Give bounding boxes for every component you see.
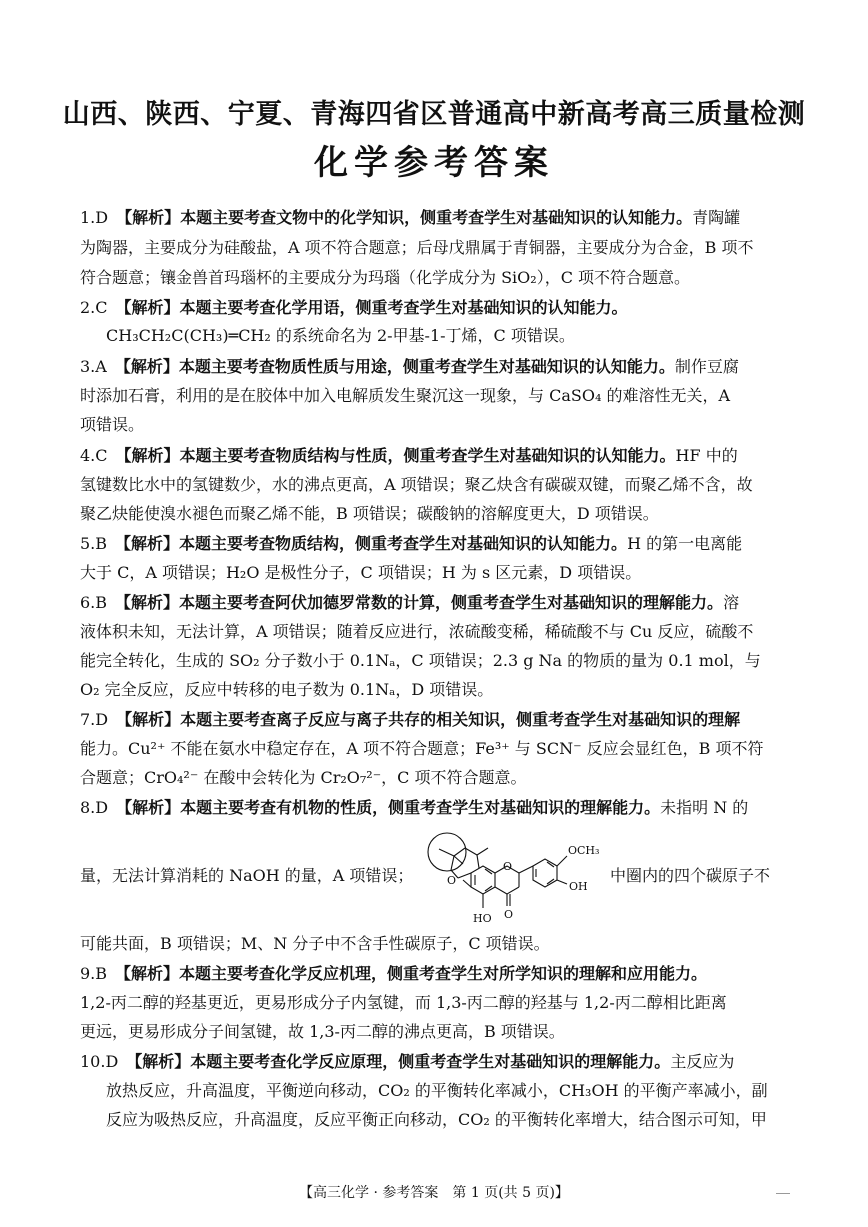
molecule-structure	[425, 818, 610, 930]
oh-right-label: OH	[569, 880, 588, 893]
answer-number: 5.B	[80, 534, 108, 553]
answer-number: 4.C	[80, 446, 108, 465]
answer-8-line-3: 可能共面，B 项错误；M、N 分子中不含手性碳原子，C 项错误。	[80, 934, 550, 953]
analysis-tag: 【解析】	[115, 593, 180, 612]
analysis-tag: 【解析】	[116, 710, 181, 729]
answer-2-line-2: CH₃CH₂C(CH₃)═CH₂ 的系统命名为 2-甲基-1-丁烯，C 项错误。	[106, 326, 575, 345]
answer-number: 9.B	[80, 964, 108, 983]
answer-lead: 本题主要考查文物中的化学知识，侧重考查学生对基础知识的认知能力。	[180, 208, 693, 227]
page-title: 山西、陕西、宁夏、青海四省区普通高中新高考高三质量检测	[62, 99, 806, 130]
answer-6-line-2: 液体积未知，无法计算，A 项错误；随着反应进行，浓硫酸变稀，稀硫酸不与 Cu 反应，硫酸不	[80, 622, 754, 641]
answer-8-line-2: 量，无法计算消耗的 NaOH 的量，A 项错误；	[80, 866, 414, 885]
answer-6-line-3: 能完全转化，生成的 SO₂ 分子数小于 0.1Nₐ，C 项错误；2.3 g Na 的物质的量为 0.1 mol，与	[80, 651, 761, 670]
answer-1-line-2: 为陶器，主要成分为硅酸盐，A 项不符合题意；后母戊鼎属于青铜器，主要成分为合金，B 项不	[80, 238, 754, 257]
answer-3-line-1	[80, 357, 739, 377]
answer-text: 未指明 N 的	[660, 798, 749, 817]
answer-text: 青陶罐	[692, 208, 741, 227]
answer-5-line-1	[80, 534, 742, 554]
answer-4-line-1	[80, 446, 738, 466]
answer-3-line-2: 时添加石膏，利用的是在胶体中加入电解质发生聚沉这一现象，与 CaSO₄ 的难溶性无关，A	[80, 386, 731, 405]
answer-number: 2.C	[80, 298, 108, 317]
och3-label: OCH₃	[568, 844, 600, 857]
answer-text: 主反应为	[670, 1052, 735, 1071]
answer-10-line-3: 反应为吸热反应，升高温度，反应平衡正向移动，CO₂ 的平衡转化率增大，结合图示可知，甲	[106, 1110, 767, 1129]
answer-2-line-1	[80, 298, 628, 318]
answer-number: 10.D	[80, 1052, 119, 1071]
answer-number: 6.B	[80, 593, 108, 612]
analysis-tag: 【解析】	[114, 357, 179, 376]
answer-9-line-3: 更远，更易形成分子间氢键，故 1,3-丙二醇的沸点更高，B 项错误。	[80, 1022, 565, 1041]
answer-1-line-3: 符合题意；镶金兽首玛瑙杯的主要成分为玛瑙（化学成分为 SiO₂），C 项不符合题意。	[80, 268, 691, 287]
answer-lead: 本题主要考查化学用语，侧重考查学生对基础知识的认知能力。	[179, 298, 628, 317]
answer-number: 3.A	[80, 357, 107, 376]
answer-10-line-1	[80, 1052, 734, 1072]
footer-dash	[776, 1193, 790, 1194]
analysis-tag: 【解析】	[115, 964, 180, 983]
answer-text: 溶	[723, 593, 740, 612]
analysis-tag: 【解析】	[116, 798, 181, 817]
analysis-tag: 【解析】	[115, 446, 180, 465]
answer-10-line-2: 放热反应，升高温度，平衡逆向移动，CO₂ 的平衡转化率减小，CH₃OH 的平衡产率减小，副	[106, 1081, 768, 1100]
analysis-tag: 【解析】	[126, 1052, 191, 1071]
answer-lead: 本题主要考查有机物的性质，侧重考查学生对基础知识的理解能力。	[180, 798, 661, 817]
answer-lead: 本题主要考查化学反应机理，侧重考查学生对所学知识的理解和应用能力。	[179, 964, 708, 983]
answer-number: 7.D	[80, 710, 109, 729]
answer-number: 1.D	[80, 208, 109, 227]
analysis-tag: 【解析】	[116, 208, 181, 227]
page-subtitle: 化学参考答案	[314, 143, 554, 183]
answer-text: H 的第一电离能	[627, 534, 743, 553]
answer-7-line-1	[80, 710, 740, 730]
ho-bottom-label: HO	[473, 912, 492, 925]
left-o-label: O	[447, 874, 457, 887]
answer-lead: 本题主要考查物质结构与性质，侧重考查学生对基础知识的认知能力。	[179, 446, 676, 465]
answer-text: HF 中的	[675, 446, 738, 465]
answer-lead: 本题主要考查离子反应与离子共存的相关知识，侧重考查学生对基础知识的理解	[180, 710, 741, 729]
answer-7-line-3: 合题意；CrO₄²⁻ 在酸中会转化为 Cr₂O₇²⁻，C 项不符合题意。	[80, 768, 527, 787]
answer-lead: 本题主要考查物质结构，侧重考查学生对基础知识的认知能力。	[179, 534, 628, 553]
answer-5-line-2: 大于 C，A 项错误；H₂O 是极性分子，C 项错误；H 为 s 区元素，D 项错误。	[80, 563, 642, 582]
carbonyl-o-label: O	[504, 908, 514, 921]
answer-text: 制作豆腐	[674, 357, 739, 376]
answer-4-line-2: 氢键数比水中的氢键数少，水的沸点更高，A 项错误；聚乙炔含有碳碳双键，而聚乙烯不含，故	[80, 475, 753, 494]
answer-3-line-3: 项错误。	[80, 415, 145, 434]
answer-6-line-4: O₂ 完全反应，反应中转移的电子数为 0.1Nₐ，D 项错误。	[80, 680, 494, 699]
answer-7-line-2: 能力。Cu²⁺ 不能在氨水中稳定存在，A 项不符合题意；Fe³⁺ 与 SCN⁻ 反应会显红色，B 项不符	[80, 739, 764, 758]
answer-1-line-1	[80, 208, 740, 228]
analysis-tag: 【解析】	[115, 534, 180, 553]
answer-lead: 本题主要考查阿伏加德罗常数的计算，侧重考查学生对基础知识的理解能力。	[179, 593, 724, 612]
answer-number: 8.D	[80, 798, 109, 817]
ring-o-label: O	[503, 860, 513, 873]
answer-9-line-2: 1,2-丙二醇的羟基更近，更易形成分子内氢键，而 1,3-丙二醇的羟基与 1,2-丙二醇相比距离	[80, 993, 727, 1012]
answer-lead: 本题主要考查物质性质与用途，侧重考查学生对基础知识的认知能力。	[178, 357, 675, 376]
answer-8-line-2b: 中圈内的四个碳原子不	[610, 866, 771, 885]
answer-6-line-1	[80, 593, 739, 613]
answer-lead: 本题主要考查化学反应原理，侧重考查学生对基础知识的理解能力。	[190, 1052, 671, 1071]
answer-9-line-1	[80, 964, 707, 984]
answer-8-line-1	[80, 798, 748, 818]
page-footer: 【高三化学 · 参考答案 第 1 页(共 5 页)】	[299, 1185, 569, 1201]
answer-4-line-3: 聚乙炔能使溴水褪色而聚乙烯不能，B 项错误；碳酸钠的溶解度更大，D 项错误。	[80, 504, 659, 523]
analysis-tag: 【解析】	[115, 298, 180, 317]
